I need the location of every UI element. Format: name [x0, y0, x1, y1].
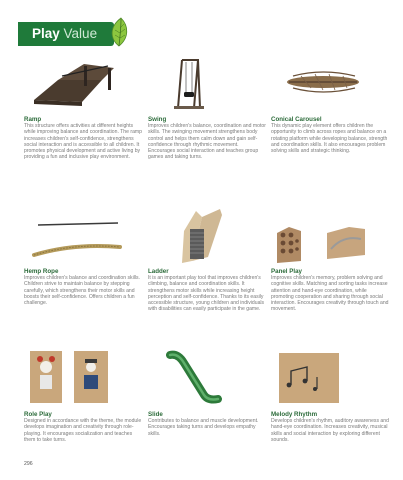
item-title: Hemp Rope	[24, 268, 59, 275]
item-description: Develops children's rhythm, auditory awareness and hand-eye coordination. Increases creativity, musical skills and social interaction by exploring different sounds.	[271, 418, 389, 443]
slide-image	[148, 345, 266, 405]
ramp-image	[24, 52, 142, 112]
item-title: Melody Rhythm	[271, 411, 318, 418]
section-title-light: Value	[63, 26, 98, 41]
carousel-image	[271, 52, 389, 112]
role-play-image	[24, 345, 142, 405]
item-title: Ladder	[148, 268, 169, 275]
item-description: Contributes to balance and muscle development. Encourages taking turns and develops empathy skills.	[148, 418, 259, 437]
leaf-icon	[108, 17, 130, 47]
page-number: 296	[24, 461, 33, 467]
item-title: Panel Play	[271, 268, 302, 275]
item-description: This dynamic play element offers children the opportunity to climb across ropes and balance on a rotating platform while developing balance, strength and coordination skills. It also encourages problem solving skills and strategic thinking.	[271, 123, 388, 155]
item-title: Slide	[148, 411, 163, 418]
item-title: Conical Carousel	[271, 116, 322, 123]
item-description: Improves children's balance, coordination and motor skills. The swinging movement strengthens body control and helps them calm down and gain self-confidence through rhythmic movement. Encourages social interaction and teaches group games and taking turns.	[148, 123, 266, 161]
item-description: Improves children's memory, problem solving and cognitive skills. Matching and sorting tasks increase attention and hand-eye coordination, while promoting cooperation and sharing through social interaction. Encourages creativity through touch and movement.	[271, 275, 389, 313]
ladder-image	[148, 205, 266, 265]
item-description: Improves children's balance and coordination skills. Children strive to maintain balance by stepping carefully, which strengthens their motor skills and boosts their self-confidence. Offers children a fun challenge.	[24, 275, 140, 307]
item-title: Role Play	[24, 411, 52, 418]
item-title: Swing	[148, 116, 167, 123]
section-header	[18, 22, 114, 46]
item-description: Designed in accordance with the theme, the module develops imagination and creativity through role-playing. It encourages socialization and teaches them to take turns.	[24, 418, 142, 443]
swing-image	[148, 52, 266, 112]
item-description: It is an important play tool that improves children's climbing, balance and coordination skills. It strengthens motor skills while increasing height perception and self-confidence. Thanks to its easily accessible structure, young children and individuals with disabilities can easily participate in the game.	[148, 275, 265, 313]
hemp-rope-image	[24, 205, 142, 265]
panel-play-image	[271, 205, 389, 265]
section-title	[32, 26, 97, 41]
item-description: This structure offers activities at different heights while improving balance and coordination. The ramp increases children's self-confidence, strengthens social interaction and is accessible to all children. It promotes physical development and active living by providing a fun and inclusive play environment.	[24, 123, 142, 161]
section-title-bold: Play	[32, 26, 60, 41]
item-title: Ramp	[24, 116, 42, 123]
melody-rhythm-image	[271, 345, 389, 405]
